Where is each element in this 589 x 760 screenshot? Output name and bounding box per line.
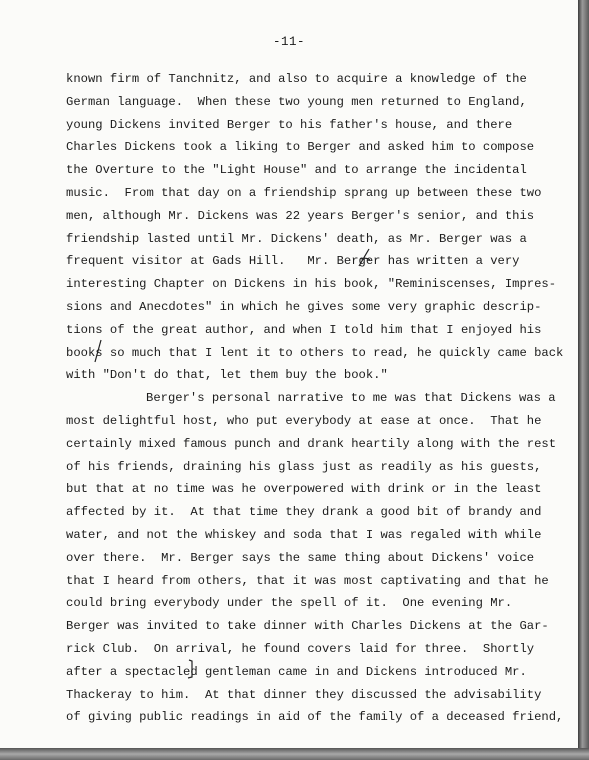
page-number: -11- — [272, 35, 305, 49]
text-line: most delightful host, who put everybody at ease at once. That he — [66, 413, 542, 428]
handwritten-correction-mark — [186, 657, 196, 681]
text-line: Berger was invited to take dinner with Charles Dickens at the Gar- — [66, 619, 549, 634]
typed-text-body — [66, 68, 564, 729]
text-line: after a spectacled gentleman came in and Dickens introduced Mr. — [66, 664, 527, 679]
handwritten-strike-mark — [92, 338, 104, 364]
text-line: friendship lasted until Mr. Dickens' death, as Mr. Berger was a — [66, 231, 527, 246]
text-line: water, and not the whiskey and soda that I was regaled with while — [66, 527, 542, 542]
text-line: music. From that day on a friendship sprang up between these two — [66, 185, 542, 200]
text-line: interesting Chapter on Dickens in his book, "Reminiscenses, Impres- — [66, 277, 557, 292]
text-line: with "Don't do that, let them buy the book." — [66, 368, 388, 383]
text-line: sions and Anecdotes" in which he gives some very graphic descrip- — [66, 299, 542, 314]
text-line: young Dickens invited Berger to his father's house, and there — [66, 117, 513, 132]
scan-edge-bottom — [0, 748, 589, 760]
text-line: of his friends, draining his glass just as readily as his guests, — [66, 459, 542, 474]
handwritten-correction-mark — [356, 246, 374, 270]
text-line: Charles Dickens took a liking to Berger and asked him to compose — [66, 140, 535, 155]
text-line: frequent visitor at Gads Hill. Mr. Berger has written a very — [66, 254, 520, 269]
text-line: tions of the great author, and when I told him that I enjoyed his — [66, 322, 542, 337]
scan-edge-right — [578, 0, 589, 760]
text-line: but that at no time was he overpowered with drink or in the least — [66, 482, 542, 497]
text-line: that I heard from others, that it was most captivating and that he — [66, 573, 549, 588]
text-line: the Overture to the "Light House" and to arrange the incidental — [66, 163, 527, 178]
text-line: could bring everybody under the spell of it. One evening Mr. — [66, 596, 513, 611]
text-line: men, although Mr. Dickens was 22 years Berger's senior, and this — [66, 208, 535, 223]
text-line: rick Club. On arrival, he found covers laid for three. Shortly — [66, 641, 535, 656]
text-line: Thackeray to him. At that dinner they discussed the advisability — [66, 687, 542, 702]
text-line: over there. Mr. Berger says the same thing about Dickens' voice — [66, 550, 535, 565]
text-line: known firm of Tanchnitz, and also to acquire a knowledge of the — [66, 72, 527, 86]
text-line: certainly mixed famous punch and drank heartily along with the rest — [66, 436, 557, 451]
text-line: German language. When these two young men returned to England, — [66, 94, 527, 109]
paragraph-first-line: Berger's personal narrative to me was that Dickens was a — [146, 391, 556, 406]
text-line: of giving public readings in aid of the family of a deceased friend, — [66, 710, 564, 725]
text-line: books so much that I lent it to others to read, he quickly came back — [66, 345, 564, 360]
text-line: affected by it. At that time they drank a good bit of brandy and — [66, 505, 542, 520]
